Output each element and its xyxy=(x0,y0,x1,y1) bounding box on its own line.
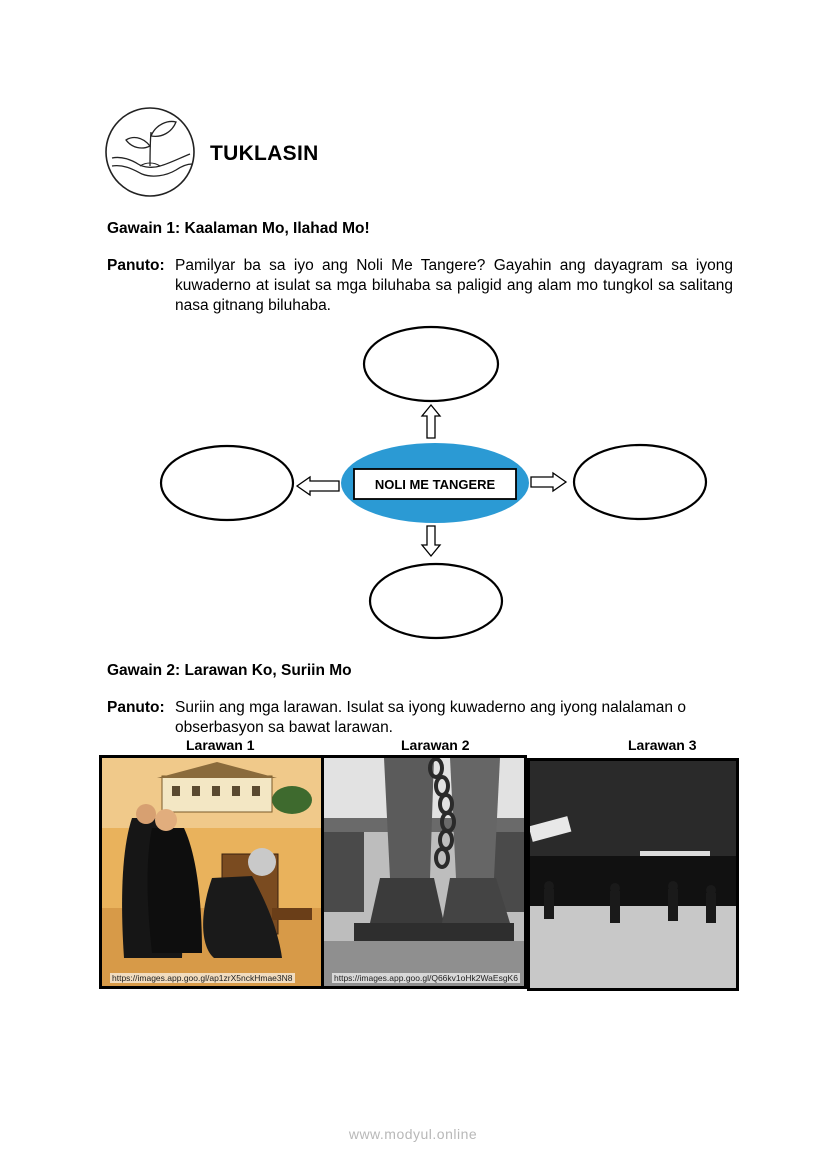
top-ellipse xyxy=(364,327,498,401)
picture-2-caption: Larawan 2 xyxy=(401,737,470,753)
activity1-heading: Gawain 1: Kaalaman Mo, Ilahad Mo! xyxy=(107,220,370,237)
instruction-label: Panuto: xyxy=(107,699,165,716)
picture-3 xyxy=(527,758,739,991)
picture-1-caption: Larawan 1 xyxy=(186,737,255,753)
footer-watermark: www.modyul.online xyxy=(348,1126,478,1142)
section-title: TUKLASIN xyxy=(210,142,319,165)
hand-seedling-icon xyxy=(104,106,196,198)
arrow-down-icon xyxy=(422,526,440,556)
right-ellipse xyxy=(574,445,706,519)
instruction-text: Suriin ang mga larawan. Isulat sa iyong kuwaderno ang iyong nalalaman o obserbasyon sa bawat larawan. xyxy=(175,699,686,736)
instruction-text: Pamilyar ba sa iyo ang Noli Me Tangere? Gayahin ang dayagram sa iyong kuwaderno at isulat sa mga biluhaba sa paligid ang alam mo tungkol sa salitang nasa gitnang biluhaba. xyxy=(175,257,733,314)
picture-1-source: https://images.app.goo.gl/ap1zrX5nckHmae3N8 xyxy=(112,973,293,983)
activity1-instruction xyxy=(107,256,733,316)
left-ellipse xyxy=(161,446,293,520)
chained-feet-statue xyxy=(324,758,524,986)
picture-2 xyxy=(321,755,527,989)
center-label: NOLI ME TANGERE xyxy=(374,477,496,492)
parade-photo xyxy=(530,761,736,988)
bottom-ellipse xyxy=(370,564,502,638)
picture-1 xyxy=(99,755,324,989)
arrow-left-icon xyxy=(297,477,339,495)
arrow-up-icon xyxy=(422,405,440,438)
picture-2-source: https://images.app.goo.gl/Q66kv1oHk2WaEsgK6 xyxy=(334,973,518,983)
concept-diagram xyxy=(150,320,720,650)
activity2-heading: Gawain 2: Larawan Ko, Suriin Mo xyxy=(107,662,352,679)
priests-illustration xyxy=(102,758,321,986)
activity2-instruction xyxy=(107,698,727,738)
picture-3-caption: Larawan 3 xyxy=(628,737,697,753)
instruction-label: Panuto: xyxy=(107,257,165,274)
arrow-right-icon xyxy=(531,473,566,491)
